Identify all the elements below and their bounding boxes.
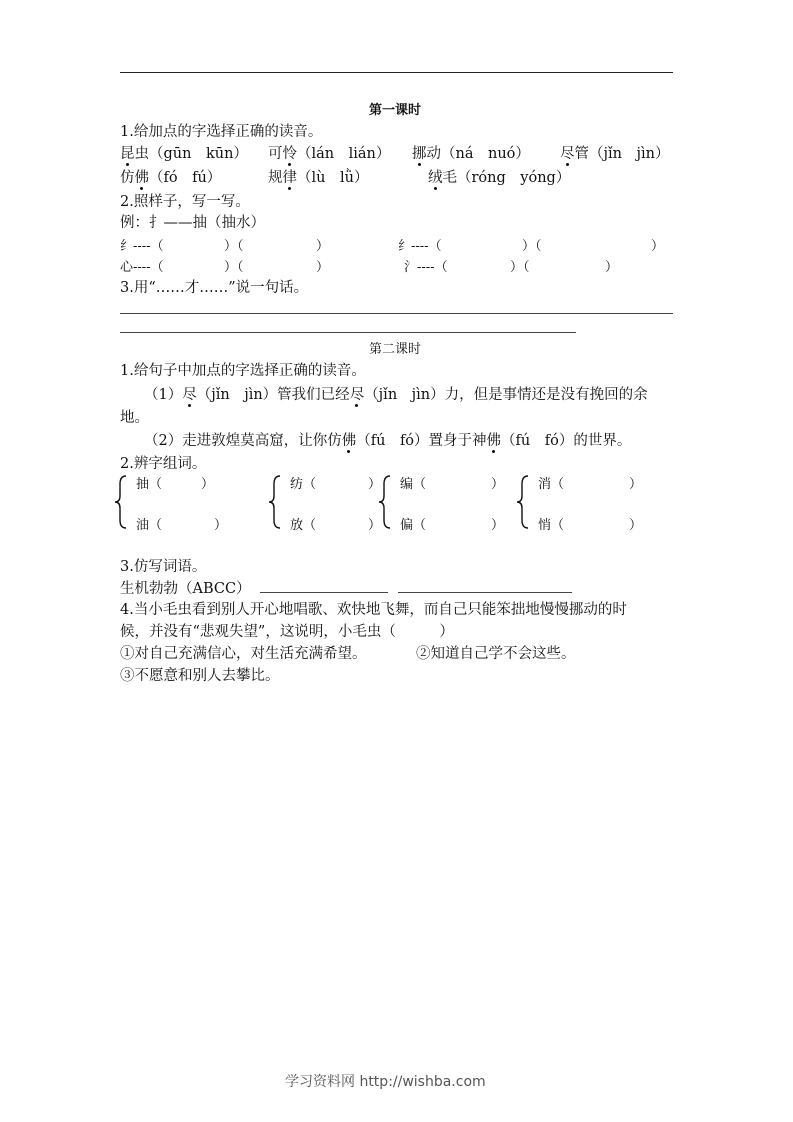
- brace-icon: [268, 474, 282, 530]
- section1-title: 第一课时: [369, 103, 422, 118]
- s2-q1-prompt: 1.给句子中加点的字选择正确的读音。: [120, 363, 366, 379]
- section2-title: 第二课时: [369, 342, 422, 357]
- pinyin-item: 可怜（lán lián）: [268, 142, 390, 163]
- s2-q3-prompt: 3.仿写词语。: [120, 559, 207, 575]
- answer-line[interactable]: [120, 332, 576, 333]
- s1-q3-prompt: 3.用“……才……”说一句话。: [120, 280, 309, 296]
- header-rule: [120, 72, 673, 73]
- blank-bracket[interactable]: ）（: [224, 239, 244, 254]
- word-group-item: 编（ ）: [400, 477, 505, 492]
- blank-bracket[interactable]: ）（: [224, 260, 244, 275]
- s2-q4-line2: 候，并没有“悲观失望”，这说明，小毛虫（ ）: [120, 624, 454, 640]
- blank-bracket[interactable]: ）: [651, 239, 665, 254]
- word-group-item: 偏（ ）: [400, 518, 505, 533]
- brace-icon: [378, 474, 392, 530]
- s2-q3-item: 生机勃勃（ABCC）: [120, 581, 251, 597]
- blank-bracket[interactable]: ）（: [510, 260, 530, 275]
- s1-q1-prompt: 1.给加点的字选择正确的读音。: [120, 124, 323, 140]
- pinyin-item: 规律（lù lǜ）: [268, 166, 368, 187]
- blank-bracket[interactable]: ）: [316, 239, 330, 254]
- blank-bracket[interactable]: ）（: [522, 239, 542, 254]
- radical-row: 纟----（: [398, 239, 442, 254]
- s2-q1-sentence1: （1）尽（jǐn jìn）管我们已经尽（jǐn jìn）力，但是事情还是没有挽回的余: [144, 383, 648, 404]
- pinyin-item: 昆虫（gūn kūn）: [120, 142, 248, 163]
- brace-icon: [516, 474, 530, 530]
- s2-q2-prompt: 2.辨字组词。: [120, 456, 207, 472]
- s2-q4-line1: 4.当小毛虫看到别人开心地唱歌、欢快地飞舞，而自己只能笨拙地慢慢挪动的时: [120, 602, 627, 618]
- word-group-item: 悄（ ）: [538, 518, 643, 533]
- word-group-item: 纺（ ）: [290, 477, 382, 492]
- word-group-item: 放（ ）: [290, 518, 382, 533]
- pinyin-item: 绒毛（róng yóng）: [428, 166, 570, 187]
- s2-q1-sentence2: （2）走进敦煌莫高窟，让你仿佛（fú fó）置身于神佛（fú fó）的世界。: [144, 429, 631, 450]
- footer-link[interactable]: 学习资料网 http://wishba.com: [285, 1074, 486, 1090]
- answer-line[interactable]: [398, 592, 572, 593]
- radical-row: 氵----（: [404, 260, 448, 275]
- brace-icon: [114, 474, 128, 530]
- radical-row: 纟----（: [120, 239, 164, 254]
- word-group-item: 消（ ）: [538, 477, 643, 492]
- s1-q1-row1: [120, 142, 248, 163]
- blank-bracket[interactable]: ）: [316, 260, 330, 275]
- answer-line[interactable]: [260, 592, 388, 593]
- s1-q2-prompt: 2.照样子，写一写。: [120, 194, 250, 210]
- pinyin-item: 尽管（jǐn jìn）: [560, 142, 669, 163]
- word-group-item: 油（ ）: [136, 518, 228, 533]
- pinyin-item: 挪动（ná nuó）: [412, 142, 530, 163]
- radical-row: 心----（: [120, 260, 164, 275]
- s2-q1-sentence1-cont: 地。: [120, 410, 149, 426]
- blank-bracket[interactable]: ）: [605, 260, 619, 275]
- s2-q4-option3: ③不愿意和别人去攀比。: [120, 668, 280, 684]
- s2-q4-option2: ②知道自己学不会这些。: [416, 646, 576, 662]
- s1-q2-example: 例：扌——抽（抽水）: [120, 215, 265, 231]
- s2-q4-option1: ①对自己充满信心，对生活充满希望。: [120, 646, 367, 662]
- pinyin-item: 仿佛（fó fú）: [120, 166, 221, 187]
- answer-line[interactable]: [120, 313, 673, 314]
- word-group-item: 抽（ ）: [136, 477, 215, 492]
